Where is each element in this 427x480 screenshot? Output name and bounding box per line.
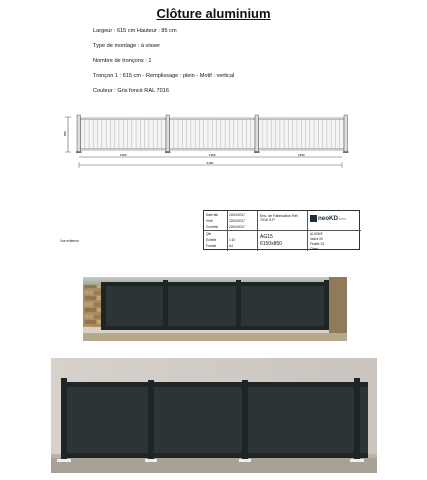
tb-date: 22/04/2017 xyxy=(229,213,245,217)
section-label-2: 1950 xyxy=(208,153,216,157)
spec-color: Couleur : Gris foncé RAL 7016 xyxy=(93,88,169,94)
tb-cell: Contrôle xyxy=(206,225,219,229)
tb-date: 22/04/2017 xyxy=(229,225,245,229)
post-base-plate xyxy=(254,152,260,153)
tb-cell: Date fab xyxy=(206,213,219,217)
tb-cell: Echelle xyxy=(206,238,217,242)
fence-post xyxy=(344,115,348,152)
tb-format: A4 xyxy=(229,244,233,248)
tb-reference: AG15 xyxy=(260,234,273,240)
page-title: Clôture aluminium xyxy=(156,6,271,21)
tb-cell: Format xyxy=(206,244,217,248)
tb-description: Ens. de Fabrication Réf. 7016 S.P. xyxy=(260,214,299,223)
post-base-plate xyxy=(165,152,171,153)
view-note: Vue extérieur xyxy=(60,239,79,243)
tb-cell: Vérif xyxy=(206,219,213,223)
tb-right-cell: Client xyxy=(310,246,319,251)
section-label-1: 1950 xyxy=(119,153,127,157)
tb-scale: 1:10 xyxy=(229,238,236,242)
fence-post xyxy=(77,115,81,152)
fence-post xyxy=(255,115,259,152)
tb-right-cell: Indice 00 xyxy=(310,237,323,241)
section-label-3: 1950 xyxy=(297,153,305,157)
brand-logo: neoKD.com xyxy=(310,215,346,222)
total-label: 6150 xyxy=(206,161,214,165)
fence-technical-drawing xyxy=(60,110,360,170)
tb-date: 22/04/2017 xyxy=(229,219,245,223)
spec-sections: Nombre de tronçons : 1 xyxy=(93,58,152,64)
photo-fence-stone-wall xyxy=(83,277,347,341)
tb-right-cell: Feuille 1/1 xyxy=(310,242,325,246)
spec-dimensions: Largeur : 615 cm Hauteur : 85 cm xyxy=(93,28,177,34)
logo-mark-icon xyxy=(310,215,317,222)
fence-panels xyxy=(76,115,349,153)
post-base-plate xyxy=(76,152,82,153)
spec-mounting: Type de montage : à visser xyxy=(93,43,161,49)
post-base-plate xyxy=(343,152,349,153)
tb-cell: Qté xyxy=(206,232,212,236)
spec-section-1: Tronçon 1 : 615 cm - Remplissage : plein - Motif : vertical xyxy=(93,73,235,79)
height-label: 850 xyxy=(63,130,67,136)
photo-fence-installed xyxy=(51,358,377,473)
tb-dimensions: 6150x850 xyxy=(260,241,282,247)
title-block xyxy=(203,210,360,250)
fence-post xyxy=(166,115,170,152)
tb-right-cell: ALUDKE xyxy=(310,232,323,236)
